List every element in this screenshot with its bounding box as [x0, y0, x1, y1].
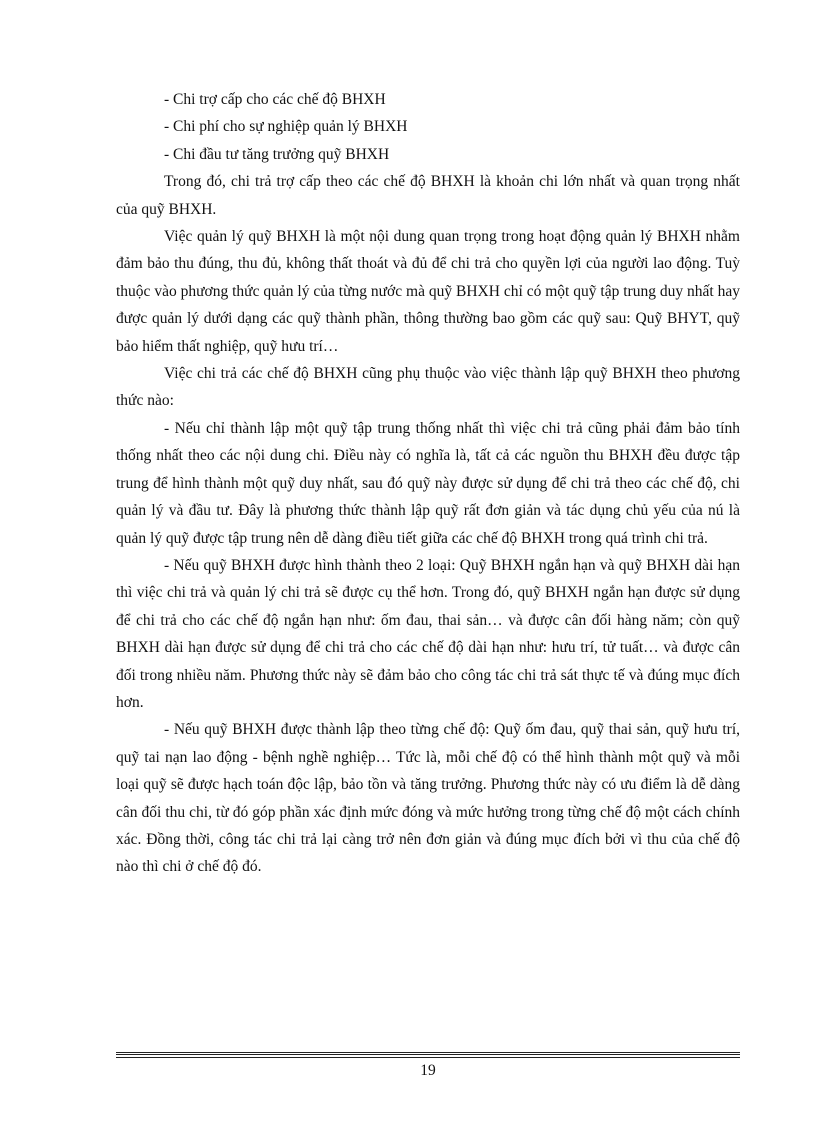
document-body	[116, 86, 740, 881]
body-paragraph: Việc quản lý quỹ BHXH là một nội dung quan trọng trong hoạt động quản lý BHXH nhằm đảm bảo thu đúng, thu đủ, không thất thoát và đủ để chi trả cho quyền lợi của người lao động. Tuỳ thuộc vào phương thức quản lý của từng nước mà quỹ BHXH chỉ có một quỹ tập trung duy nhất hay được quản lý dưới dạng các quỹ thành phần, thông thường bao gồm các quỹ sau: Quỹ BHYT, quỹ bảo hiểm thất nghiệp, quỹ hưu trí…	[116, 228, 740, 355]
page-number: 19	[420, 1062, 436, 1079]
body-paragraph: Việc chi trả các chế độ BHXH cũng phụ thuộc vào việc thành lập quỹ BHXH theo phương thức nào:	[116, 365, 740, 410]
bullet-item: - Chi đầu tư tăng trưởng quỹ BHXH	[164, 145, 390, 163]
body-paragraph: - Nếu quỹ BHXH được thành lập theo từng chế độ: Quỹ ốm đau, quỹ thai sản, quỹ hưu trí, quỹ tai nạn lao động - bệnh nghề nghiệp… Tức là, mỗi chế độ có thể hình thành một quỹ và mỗi loại quỹ sẽ được hạch toán độc lập, bảo tồn và tăng trưởng. Phương thức này có ưu điểm là dễ dàng cân đối thu chi, từ đó góp phần xác định mức đóng và mức hưởng trong từng chế độ một cách chính xác. Đồng thời, công tác chi trả lại càng trở nên đơn giản và đúng mục đích bởi vì thu của chế độ nào thì chi ở chế độ đó.	[116, 721, 740, 876]
body-paragraph: - Nếu chỉ thành lập một quỹ tập trung thống nhất thì việc chi trả cũng phải đảm bảo tính thống nhất theo các nội dung chi. Điều này có nghĩa là, tất cả các nguồn thu BHXH đều được tập trung để hình thành một quỹ duy nhất, sau đó quỹ này được sử dụng để chi trả theo các chế độ, chi quản lý và đầu tư. Đây là phương thức thành lập quỹ rất đơn giản và tác dụng chủ yếu của nú là quản lý quỹ được tập trung nên dễ dàng điều tiết giữa các chế độ BHXH trong quá trình chi trả.	[116, 419, 740, 547]
body-paragraph: - Nếu quỹ BHXH được hình thành theo 2 loại: Quỹ BHXH ngắn hạn và quỹ BHXH dài hạn thì việc chi trả và quản lý chi trả sẽ được cụ thể hơn. Trong đó, quỹ BHXH ngắn hạn được sử dụng để chi trả cho các chế độ ngắn hạn như: ốm đau, thai sản… và được cân đối hàng năm; còn quỹ BHXH dài hạn được sử dụng để chi trả cho các chế độ dài hạn như: hưu trí, tử tuất… và được cân đối trong nhiều năm. Phương thức này sẽ đảm bảo cho công tác chi trả sát thực tế và đúng mục đích hơn.	[116, 556, 740, 711]
body-paragraph: Trong đó, chi trả trợ cấp theo các chế độ BHXH là khoản chi lớn nhất và quan trọng nhất của quỹ BHXH.	[116, 173, 740, 218]
bullet-item: - Chi phí cho sự nghiệp quản lý BHXH	[164, 118, 408, 136]
bullet-item: - Chi trợ cấp cho các chế độ BHXH	[164, 91, 386, 108]
footer-rule	[116, 1052, 740, 1058]
